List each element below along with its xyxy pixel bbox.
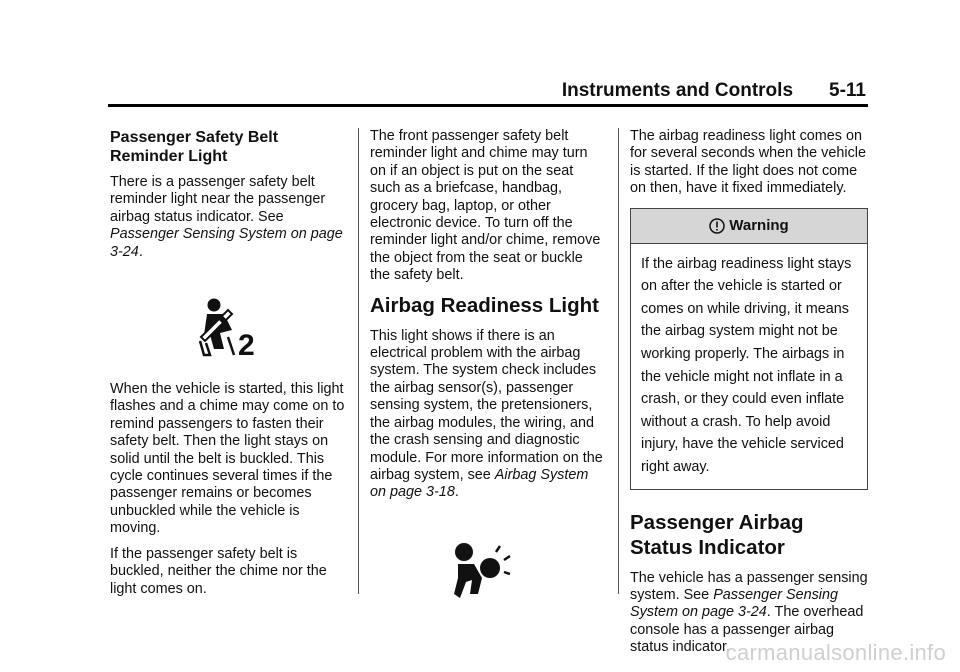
paragraph: If the passenger safety belt is buckled, neither the chime nor the light comes on. bbox=[110, 545, 327, 597]
section-heading: Passenger Safety Belt Reminder Light bbox=[110, 129, 279, 165]
column-2 bbox=[370, 128, 606, 600]
page-number: 5-11 bbox=[829, 80, 866, 101]
paragraph-text: . The overhead console has a passenger airbag status indicator. bbox=[630, 604, 864, 656]
column-divider bbox=[618, 128, 619, 594]
warning-label: Warning bbox=[729, 216, 789, 234]
page-header bbox=[560, 80, 866, 104]
section-title: Instruments and Controls bbox=[561, 80, 794, 101]
paragraph-text: . bbox=[454, 484, 459, 501]
header-rule bbox=[108, 104, 868, 107]
belt-icon-digit: 2 bbox=[238, 329, 255, 358]
seatbelt-reminder-icon bbox=[198, 297, 262, 357]
warning-header bbox=[631, 209, 867, 244]
column-1 bbox=[110, 128, 346, 606]
paragraph-text: There is a passenger safety belt reminder light near the passenger airbag status indicator. See bbox=[110, 174, 326, 225]
cross-reference[interactable]: Airbag System on page 3-18 bbox=[370, 466, 589, 501]
paragraph bbox=[110, 174, 346, 261]
warning-text: If the airbag readiness light stays on after the vehicle is started or comes on while driving, it means the airbag system might not be working properly. The airbags in the vehicle might not inflate in a crash, or they could even inflate without a crash. To help avoid injury, have the vehicle serviced right away. bbox=[641, 255, 852, 475]
warning-icon bbox=[709, 218, 725, 234]
paragraph-text: The vehicle has a passenger sensing system. See bbox=[630, 569, 868, 603]
paragraph: When the vehicle is started, this light flashes and a chime may come on to remind passengers to fasten their safety belt. Then the light stays on solid until the belt is buckled. This cycle continues several times if the passenger remains or becomes unbuckled while the vehicle is moving. bbox=[110, 381, 345, 537]
column-divider bbox=[358, 128, 359, 594]
paragraph-text: . bbox=[138, 243, 143, 260]
section-heading: Passenger Airbag Status Indicator bbox=[630, 510, 804, 559]
airbag-readiness-icon bbox=[452, 542, 516, 600]
cross-reference[interactable]: Passenger Sensing System on page 3-24 bbox=[630, 586, 838, 621]
paragraph: The front passenger safety belt reminder light and chime may turn on if an object is put on the seat such as a briefcase, handbag, grocery bag, laptop, or other electronic device. To turn off the reminder light and/or chime, remove the object from the seat or buckle the safety belt. bbox=[370, 128, 601, 284]
cross-reference[interactable]: Passenger Sensing System on page 3-24 bbox=[110, 226, 343, 260]
paragraph-text: This light shows if there is an electrical problem with the airbag system. The system check includes the airbag sensor(s), passenger sensing system, the pretensioners, the airbag modules, the wiring, and the crash sensing and diagnostic module. For more information on the airbag system, see bbox=[370, 327, 603, 483]
section-heading: Airbag Readiness Light bbox=[370, 293, 599, 317]
column-3 bbox=[630, 128, 868, 665]
watermark: carmanualsonline.info bbox=[725, 640, 946, 665]
paragraph: The airbag readiness light comes on for several seconds when the vehicle is started. If the light does not come on then, have it fixed immediately. bbox=[630, 128, 866, 197]
warning-box bbox=[630, 208, 868, 490]
paragraph bbox=[370, 328, 606, 502]
